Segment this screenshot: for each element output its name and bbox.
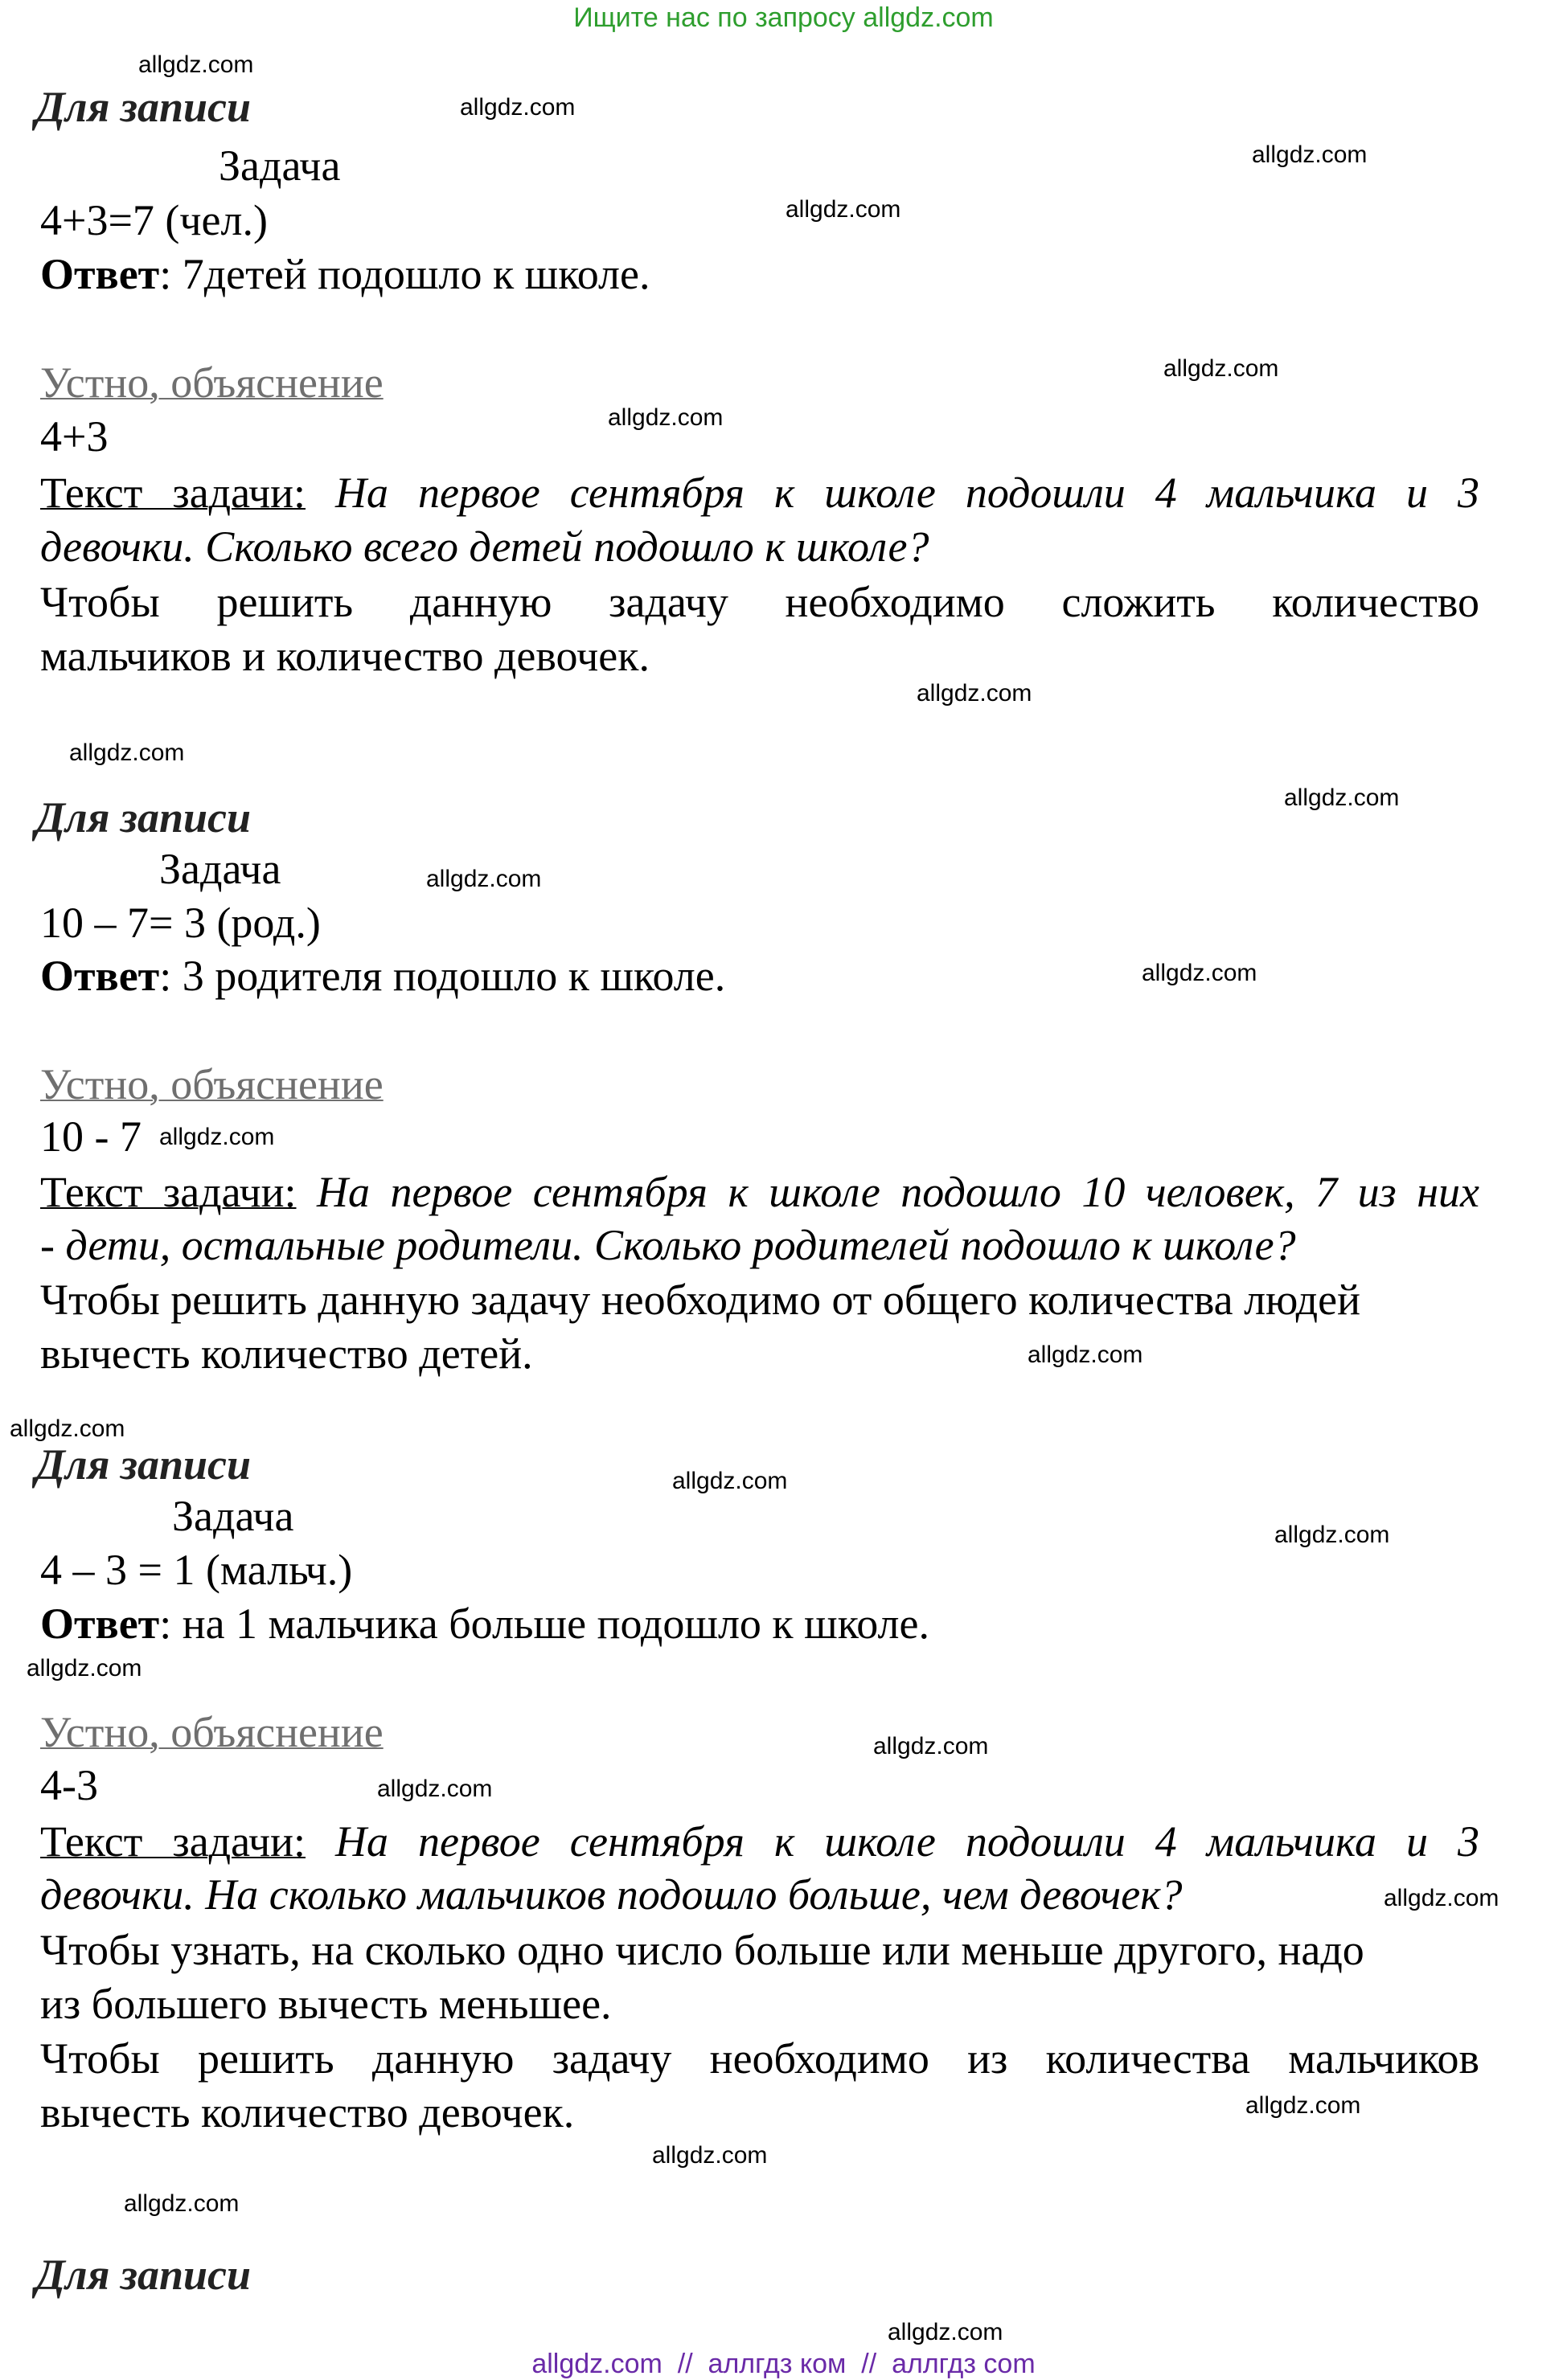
watermark: allgdz.com — [1028, 1342, 1143, 1368]
explanation-line: из большего вычесть меньшее. — [40, 1980, 612, 2028]
record-heading: Для записи — [35, 1440, 252, 1489]
explanation-line: Чтобы решить данную задачу необходимо от общего количества людей — [40, 1276, 1360, 1324]
answer-label: Ответ — [40, 250, 160, 298]
equation: 4+3=7 (чел.) — [40, 196, 268, 244]
watermark: allgdz.com — [608, 404, 724, 431]
watermark: allgdz.com — [652, 2142, 768, 2169]
explanation-line: Чтобы решить данную задачу необходимо сложить количество — [40, 578, 1479, 626]
answer-text: : 7детей подошло к школе. — [159, 250, 650, 298]
oral-heading: Устно, объяснение — [40, 1708, 384, 1756]
answer-line — [40, 949, 1479, 1002]
watermark: allgdz.com — [873, 1733, 989, 1759]
watermark: allgdz.com — [159, 1124, 275, 1150]
oral-heading: Устно, объяснение — [40, 1060, 384, 1108]
task-text: На первое сентября к школе подошли 4 мальчика и 3 — [306, 1817, 1479, 1866]
task-title: Задача — [159, 845, 281, 893]
watermark: allgdz.com — [27, 1655, 142, 1682]
task-text-line — [40, 466, 1479, 519]
watermark: allgdz.com — [1163, 355, 1279, 382]
answer-label: Ответ — [40, 1600, 160, 1648]
watermark: allgdz.com — [1142, 960, 1257, 986]
watermark: allgdz.com — [69, 739, 185, 766]
task-text: На первое сентября к школе подошли 4 мальчика и 3 — [306, 469, 1479, 517]
watermark: allgdz.com — [1252, 141, 1368, 168]
footer-links[interactable]: allgdz.com // аллгдз ком // аллгдз com — [531, 2349, 1036, 2379]
watermark: allgdz.com — [1284, 784, 1400, 811]
answer-label: Ответ — [40, 952, 160, 1000]
watermark: allgdz.com — [672, 1468, 788, 1494]
task-text: На первое сентября к школе подошло 10 человек, 7 из них — [296, 1168, 1479, 1216]
task-text-label: Текст задачи: — [40, 1168, 297, 1216]
task-text-label: Текст задачи: — [40, 469, 306, 517]
task-text-line: - дети, остальные родители. Сколько родителей подошло к школе? — [40, 1221, 1296, 1269]
explanation-line: мальчиков и количество девочек. — [40, 632, 650, 680]
oral-heading: Устно, объяснение — [40, 358, 384, 407]
equation: 4 – 3 = 1 (мальч.) — [40, 1546, 353, 1594]
equation: 10 – 7= 3 (род.) — [40, 899, 321, 947]
answer-line — [40, 1597, 1479, 1650]
watermark: allgdz.com — [888, 2319, 1003, 2345]
expression: 4+3 — [40, 412, 109, 461]
answer-text: : на 1 мальчика больше подошло к школе. — [159, 1600, 929, 1648]
watermark: allgdz.com — [786, 196, 901, 223]
watermark: allgdz.com — [1384, 1885, 1499, 1911]
watermark: allgdz.com — [124, 2190, 240, 2217]
explanation-line: вычесть количество девочек. — [40, 2088, 575, 2136]
watermark: allgdz.com — [138, 51, 254, 78]
record-heading: Для записи — [35, 793, 252, 842]
task-title: Задача — [219, 141, 341, 190]
watermark: allgdz.com — [10, 1415, 125, 1442]
task-text-line: девочки. На сколько мальчиков подошло больше, чем девочек? — [40, 1870, 1183, 1919]
answer-text: : 3 родителя подошло к школе. — [159, 952, 726, 1000]
task-text-line — [40, 1165, 1479, 1219]
task-text-line: девочки. Сколько всего детей подошло к школе? — [40, 522, 929, 571]
record-heading: Для записи — [35, 2251, 252, 2299]
search-banner[interactable]: Ищите нас по запросу allgdz.com — [573, 2, 994, 33]
answer-line — [40, 248, 1479, 301]
explanation-line: Чтобы решить данную задачу необходимо из количества мальчиков — [40, 2034, 1479, 2083]
expression: 10 - 7 — [40, 1112, 142, 1161]
watermark: allgdz.com — [1274, 1522, 1390, 1548]
task-title: Задача — [172, 1492, 294, 1540]
watermark: allgdz.com — [1245, 2092, 1361, 2119]
watermark: allgdz.com — [460, 94, 576, 121]
explanation-line: вычесть количество детей. — [40, 1329, 533, 1378]
watermark: allgdz.com — [426, 866, 542, 892]
expression: 4-3 — [40, 1761, 98, 1809]
watermark: allgdz.com — [917, 680, 1032, 707]
task-text-line — [40, 1815, 1479, 1868]
record-heading: Для записи — [35, 83, 252, 131]
task-text-label: Текст задачи: — [40, 1817, 306, 1866]
watermark: allgdz.com — [377, 1776, 493, 1802]
explanation-line: Чтобы узнать, на сколько одно число больше или меньше другого, надо — [40, 1926, 1364, 1974]
